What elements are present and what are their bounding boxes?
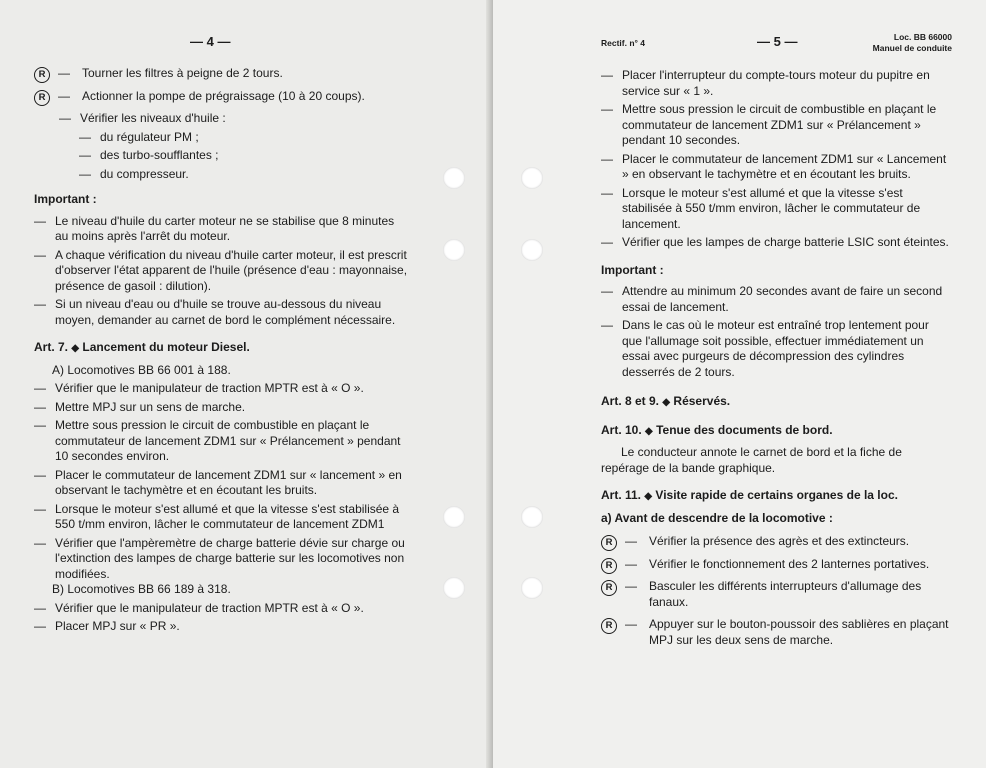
- r-mark-icon: R: [601, 580, 617, 596]
- binder-hole: [443, 239, 465, 261]
- left-content: [34, 66, 409, 635]
- binder-hole: [521, 577, 543, 599]
- paragraph: Le conducteur annote le carnet de bord et la fiche de repérage de la bande graphique.: [601, 445, 902, 475]
- list-item: — Vérifier que le manipulateur de traction MPTR est à « O ».: [34, 600, 364, 615]
- right-page: [493, 0, 986, 768]
- list-item: — Lorsque le moteur s'est allumé et que la vitesse s'est stabilisée à 550 t/mm environ, lâcher le commutateur de lancement.: [601, 185, 921, 231]
- diamond-icon: ◆: [644, 491, 653, 502]
- subsection-heading: a) Avant de descendre de la locomotive :: [601, 510, 833, 525]
- list-item: — Mettre sous pression le circuit de combustible en plaçant le commutateur de lancement ZDM1 sur « Prélancement » pendant 10 secondes.: [601, 102, 937, 147]
- section-label: B) Locomotives BB 66 189 à 318.: [52, 582, 231, 596]
- list-item: — Si un niveau d'eau ou d'huile se trouve au-dessous du niveau moyen, demander au carnet de bord le complément nécessaire.: [34, 297, 396, 327]
- diamond-icon: ◆: [71, 343, 80, 354]
- list-item: — du régulateur PM ;: [79, 129, 199, 144]
- list-item: — Placer l'interrupteur du compte-tours moteur du pupitre en service sur « 1 ».: [601, 68, 930, 98]
- list-item: — Lorsque le moteur s'est allumé et que la vitesse s'est stabilisée à 550 t/mm environ, lâcher le commutateur de lancement ZDM1: [34, 501, 400, 531]
- list-item: R — Tourner les filtres à peigne de 2 tours.: [34, 66, 409, 82]
- revision-label: Rectif. n° 4: [601, 38, 646, 48]
- article-heading: Art. 7. ◆ Lancement du moteur Diesel.: [34, 340, 250, 354]
- right-page-number: — 5 —: [757, 34, 798, 49]
- list-item: — Le niveau d'huile du carter moteur ne se stabilise que 8 minutes au moins après l'arrêt du moteur.: [34, 213, 395, 243]
- list-item: — Attendre au minimum 20 secondes avant de faire un second essai de lancement.: [601, 284, 943, 314]
- list-item: R — Vérifier la présence des agrès et des extincteurs.: [601, 534, 952, 550]
- right-content: [601, 68, 952, 648]
- binder-hole: [443, 167, 465, 189]
- list-item: — Placer le commutateur de lancement ZDM1 sur « Lancement » en observant le tachymètre et en écoutant les bruits.: [601, 151, 947, 181]
- important-heading: Important :: [601, 262, 664, 277]
- list-item: — Vérifier que les lampes de charge batterie LSIC sont éteintes.: [601, 235, 949, 249]
- left-page-number: — 4 —: [190, 34, 231, 49]
- binder-hole: [521, 167, 543, 189]
- list-item: — Vérifier les niveaux d'huile :: [59, 111, 226, 125]
- article-heading: Art. 8 et 9. ◆ Réservés.: [601, 394, 731, 408]
- list-item: — Placer le commutateur de lancement ZDM1 sur « lancement » en observant le tachymètre et en écoutant les bruits.: [34, 467, 402, 497]
- r-mark-icon: R: [601, 618, 617, 634]
- list-item: — A chaque vérification du niveau d'huile carter moteur, il est prescrit d'observer l'état apparent de l'huile (présence d'eau : mayonnaise, présence de gasoil : dilution).: [34, 247, 408, 293]
- r-mark-icon: R: [601, 535, 617, 551]
- list-item: — Vérifier que le manipulateur de traction MPTR est à « O ».: [34, 381, 364, 395]
- article-heading: Art. 10. ◆ Tenue des documents de bord.: [601, 422, 833, 437]
- list-item: R — Basculer les différents interrupteurs d'allumage des fanaux.: [601, 579, 952, 610]
- list-item: — Placer MPJ sur « PR ».: [34, 619, 180, 633]
- article-heading: Art. 11. ◆ Visite rapide de certains organes de la loc.: [601, 488, 898, 502]
- list-item: — du compresseur.: [79, 166, 189, 181]
- binder-hole: [521, 506, 543, 528]
- list-item: — Mettre MPJ sur un sens de marche.: [34, 399, 246, 414]
- important-heading: Important :: [34, 192, 97, 206]
- list-item: — Mettre sous pression le circuit de combustible en plaçant le commutateur de lancement ZDM1 sur « Prélancement » pendant 10 secondes environ.: [34, 418, 401, 463]
- running-header: Loc. BB 66000 Manuel de conduite: [872, 32, 952, 53]
- list-item: R — Appuyer sur le bouton-poussoir des sablières en plaçant MPJ sur les deux sens de marche.: [601, 617, 952, 648]
- diamond-icon: ◆: [662, 397, 671, 408]
- list-item: — Vérifier que l'ampèremètre de charge batterie dévie sur charge ou l'extinction des lampes de charge batterie sur les locomotives non modifiées.: [34, 535, 405, 581]
- binder-hole: [443, 506, 465, 528]
- r-mark-icon: R: [34, 90, 50, 106]
- binder-hole: [443, 577, 465, 599]
- binder-hole: [521, 239, 543, 261]
- diamond-icon: ◆: [645, 425, 653, 437]
- r-mark-icon: R: [34, 67, 50, 83]
- section-label: A) Locomotives BB 66 001 à 188.: [52, 362, 231, 377]
- list-item: — Dans le cas où le moteur est entraîné trop lentement pour que l'allumage soit possible, effectuer immédiatement un essai avec purgeurs de décompression des cylindres desserrés de 2 tours.: [601, 318, 929, 379]
- list-item: R — Vérifier le fonctionnement des 2 lanternes portatives.: [601, 557, 952, 573]
- r-mark-icon: R: [601, 558, 617, 574]
- list-item: — des turbo-soufflantes ;: [79, 148, 219, 162]
- list-item: R — Actionner la pompe de prégraissage (10 à 20 coups).: [34, 89, 409, 105]
